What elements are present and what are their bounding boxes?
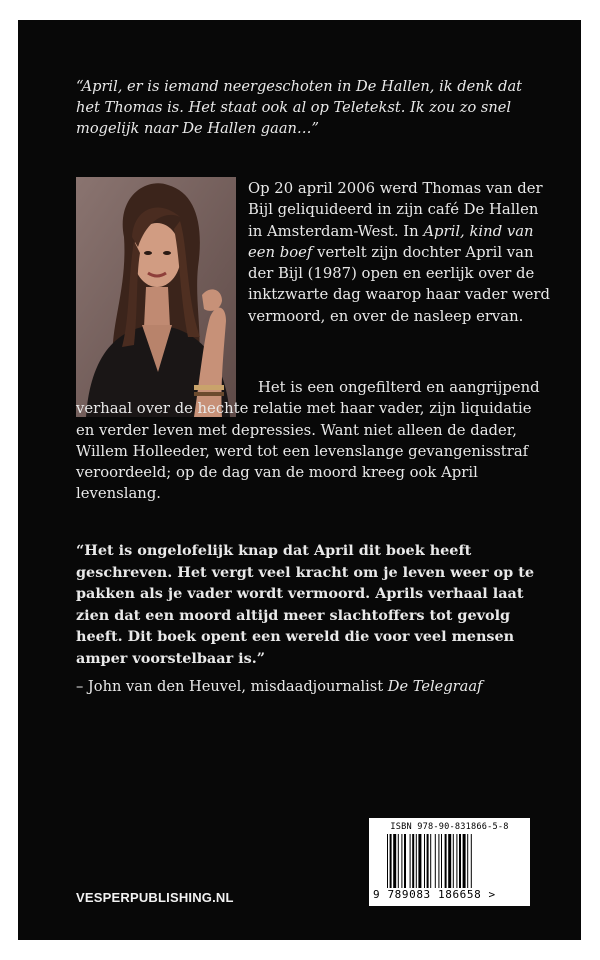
book-back-cover: [18, 20, 581, 940]
publisher-website: VESPERPUBLISHING.NL: [76, 890, 234, 905]
review-attribution: [76, 676, 552, 697]
barcode-digits: 9 789083 186658 >: [373, 888, 496, 901]
attribution-author: – John van den Heuvel, misdaadjournalist: [76, 678, 388, 695]
paragraph-1-before: Op 20 april 2006 werd Thomas van der Bijl geliquideerd in zijn café De Hallen in Amsterdam-West. In: [248, 180, 543, 240]
book-title: April, kind van een boef: [248, 222, 534, 261]
attribution-publication: De Telegraaf: [387, 678, 483, 695]
review-quote: “Het is ongelofelijk knap dat April dit boek heeft geschreven. Het vergt veel kracht om je leven weer op te pakken als je vader wordt vermoord. Aprils verhaal laat zien dat een moord altijd meer slachtoffers tot gevolg heeft. Dit boek opent een wereld die voor veel mensen amper voorstelbaar is.”: [76, 542, 535, 667]
isbn-label: ISBN 978-90-831866-5-8: [390, 822, 509, 832]
paragraph-1-after: vertelt zijn dochter April van der Bijl (1987) open en eerlijk over de inktzwarte dag waarop haar vader werd vermoord, en over de nasleep ervan.: [248, 243, 550, 325]
isbn-barcode: [369, 818, 530, 906]
description-paragraph-2: Het is een ongefilterd en aangrijpend verhaal over de hechte relatie met haar vader, zijn liquidatie en verder leven met depressies. Want niet alleen de dader, Willem Holleeder, werd tot een levenslange gevangenisstraf veroordeeld; op de dag van de moord kreeg ook April levenslang.: [76, 379, 540, 503]
intro-quote: “April, er is iemand neergeschoten in De Hallen, ik denk dat het Thomas is. Het staat ook al op Teletekst. Ik zou zo snel mogelijk naar De Hallen gaan…”: [76, 78, 523, 137]
barcode-bars-icon: [387, 834, 513, 888]
description-paragraph-1: [248, 178, 551, 327]
